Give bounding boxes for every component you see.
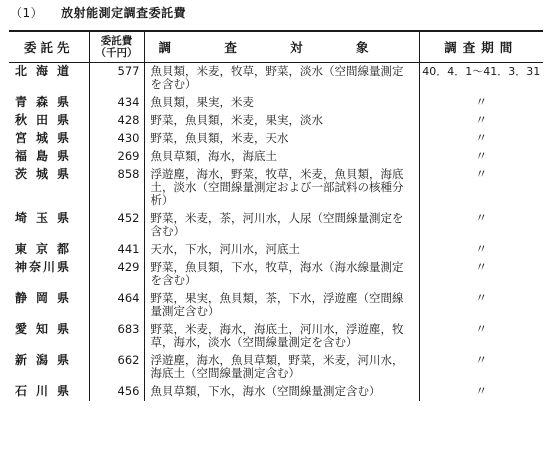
- amount-cell: 464: [89, 290, 144, 321]
- organization-char: 青: [15, 95, 28, 109]
- table-row: [9, 166, 543, 210]
- organization-char: 福: [15, 149, 28, 163]
- period-cell: [419, 94, 543, 112]
- section-title-text: 放射能測定調査委託費: [61, 6, 187, 20]
- ditto-mark: 〃: [475, 167, 488, 181]
- amount-cell: 429: [89, 259, 144, 290]
- organization-char: 県: [56, 113, 69, 127]
- period-cell: [419, 130, 543, 148]
- amount-cell: 441: [89, 241, 144, 259]
- period-cell: [419, 321, 543, 352]
- amount-cell: 269: [89, 148, 144, 166]
- organization-char: 県: [56, 131, 69, 145]
- target-cell: 魚貝類，果実，米麦: [144, 94, 419, 112]
- period-cell: [419, 259, 543, 290]
- ditto-mark: 〃: [475, 149, 488, 163]
- organization-char: 石: [15, 384, 28, 398]
- organization-char: 県: [56, 211, 69, 225]
- organization-char: 県: [56, 149, 69, 163]
- table-row: [9, 210, 543, 241]
- organization-char: 県: [56, 322, 69, 336]
- period-cell: [419, 210, 543, 241]
- header-target-char: 調: [158, 40, 172, 55]
- organization-char: 新: [15, 353, 28, 367]
- organization-char: 岡: [35, 291, 48, 305]
- amount-cell: 577: [89, 63, 144, 95]
- organization-char: 川: [42, 260, 55, 274]
- target-cell: 天水，下水，河川水，河底土: [144, 241, 419, 259]
- ditto-mark: 〃: [475, 353, 488, 367]
- ditto-mark: 〃: [475, 291, 488, 305]
- organization-char: 森: [35, 95, 48, 109]
- target-cell: 浮遊塵，海水，野菜，牧草，米麦，魚貝類，海底土，淡水（空間線量測定および一部試料の核種分析）: [144, 166, 419, 210]
- ditto-mark: 〃: [475, 95, 488, 109]
- period-cell: [419, 241, 543, 259]
- amount-cell: 456: [89, 383, 144, 401]
- organization-char: 田: [35, 113, 48, 127]
- header-target-char: 対: [290, 40, 303, 55]
- table-row: [9, 130, 543, 148]
- organization-cell: [9, 130, 89, 148]
- table-row: [9, 259, 543, 290]
- organization-char: 県: [56, 167, 69, 181]
- organization-cell: [9, 63, 89, 95]
- amount-cell: 858: [89, 166, 144, 210]
- organization-cell: [9, 112, 89, 130]
- organization-cell: [9, 290, 89, 321]
- table-row: [9, 352, 543, 383]
- organization-char: 県: [56, 291, 69, 305]
- table-row: [9, 94, 543, 112]
- target-cell: 野菜，米麦，海水，海底土，河川水，浮遊塵，牧草，海水，淡水（空間線量測定を含む）: [144, 321, 419, 352]
- header-amount-label: 委託費: [100, 35, 133, 47]
- organization-char: 東: [15, 242, 28, 256]
- ditto-mark: 〃: [475, 113, 488, 127]
- organization-char: 神: [15, 260, 28, 274]
- ditto-mark: 〃: [475, 211, 488, 225]
- organization-char: 県: [56, 95, 69, 109]
- table-row: [9, 63, 543, 95]
- table-row: [9, 383, 543, 401]
- table-row: [9, 321, 543, 352]
- ditto-mark: 〃: [475, 384, 488, 398]
- period-cell: [419, 290, 543, 321]
- organization-char: 埼: [15, 211, 28, 225]
- organization-cell: [9, 321, 89, 352]
- header-amount: [89, 31, 144, 63]
- target-cell: 野菜，魚貝類，下水，牧草，海水（海水線量測定を含む）: [144, 259, 419, 290]
- ditto-mark: 〃: [475, 131, 488, 145]
- organization-cell: [9, 259, 89, 290]
- period-cell: [419, 166, 543, 210]
- target-cell: 野菜，魚貝類，米麦，天水: [144, 130, 419, 148]
- organization-char: 川: [35, 384, 48, 398]
- organization-char: 城: [35, 167, 48, 181]
- target-cell: 野菜，果実，魚貝類，茶，下水，浮遊塵（空間線量測定含む）: [144, 290, 419, 321]
- period-cell: [419, 112, 543, 130]
- ditto-mark: 〃: [475, 242, 488, 256]
- period-cell: [419, 352, 543, 383]
- organization-char: 静: [15, 291, 28, 305]
- organization-cell: [9, 148, 89, 166]
- table-body: [9, 63, 543, 402]
- organization-cell: [9, 241, 89, 259]
- table-header-row: [9, 31, 543, 63]
- amount-cell: 430: [89, 130, 144, 148]
- organization-char: 奈: [28, 260, 41, 274]
- header-target-char: 象: [355, 40, 369, 55]
- organization-char: 県: [56, 260, 69, 274]
- target-cell: 野菜，米麦，茶，河川水，人尿（空間線量測定を含む）: [144, 210, 419, 241]
- amount-cell: 452: [89, 210, 144, 241]
- organization-char: 県: [56, 384, 69, 398]
- target-cell: 浮遊塵，海水，魚貝草類，野菜，米麦，河川水，海底土（空間線量測定含む）: [144, 352, 419, 383]
- organization-char: 潟: [35, 353, 48, 367]
- organization-char: 知: [35, 322, 48, 336]
- section-title: [10, 4, 186, 21]
- period-cell: [419, 63, 543, 95]
- target-cell: 魚貝類，米麦，牧草，野菜，淡水（空間線量測定を含む）: [144, 63, 419, 95]
- amount-cell: 662: [89, 352, 144, 383]
- organization-cell: [9, 210, 89, 241]
- organization-char: 都: [56, 242, 69, 256]
- organization-char: 秋: [15, 113, 28, 127]
- header-organization: 委託先: [9, 31, 89, 63]
- ditto-mark: 〃: [475, 322, 488, 336]
- organization-char: 海: [35, 64, 48, 78]
- period-cell: [419, 148, 543, 166]
- organization-char: 京: [35, 242, 48, 256]
- header-period: 調査期間: [419, 31, 543, 63]
- header-target: [144, 31, 419, 63]
- amount-cell: 434: [89, 94, 144, 112]
- organization-char: 北: [15, 64, 28, 78]
- organization-char: 茨: [15, 167, 28, 181]
- table-row: [9, 148, 543, 166]
- amount-cell: 428: [89, 112, 144, 130]
- table-row: [9, 241, 543, 259]
- target-cell: 野菜，魚貝類，米麦，果実，淡水: [144, 112, 419, 130]
- target-cell: 魚貝草類，海水，海底土: [144, 148, 419, 166]
- commission-table: [9, 30, 543, 401]
- organization-char: 玉: [35, 211, 48, 225]
- period-text: 40．4．1～41．3．31: [422, 65, 541, 78]
- organization-char: 愛: [15, 322, 28, 336]
- header-target-char: 査: [224, 40, 237, 55]
- table-row: [9, 290, 543, 321]
- header-amount-unit: （千円）: [95, 47, 138, 59]
- organization-char: 宮: [15, 131, 28, 145]
- organization-cell: [9, 94, 89, 112]
- organization-char: 道: [56, 64, 69, 78]
- table-row: [9, 112, 543, 130]
- section-number: （1）: [10, 6, 44, 20]
- organization-cell: [9, 352, 89, 383]
- amount-cell: 683: [89, 321, 144, 352]
- organization-cell: [9, 383, 89, 401]
- target-cell: 魚貝草類，下水，海水（空間線量測定含む）: [144, 383, 419, 401]
- period-cell: [419, 383, 543, 401]
- organization-cell: [9, 166, 89, 210]
- organization-char: 城: [35, 131, 48, 145]
- ditto-mark: 〃: [475, 260, 488, 274]
- organization-char: 島: [35, 149, 48, 163]
- organization-char: 県: [56, 353, 69, 367]
